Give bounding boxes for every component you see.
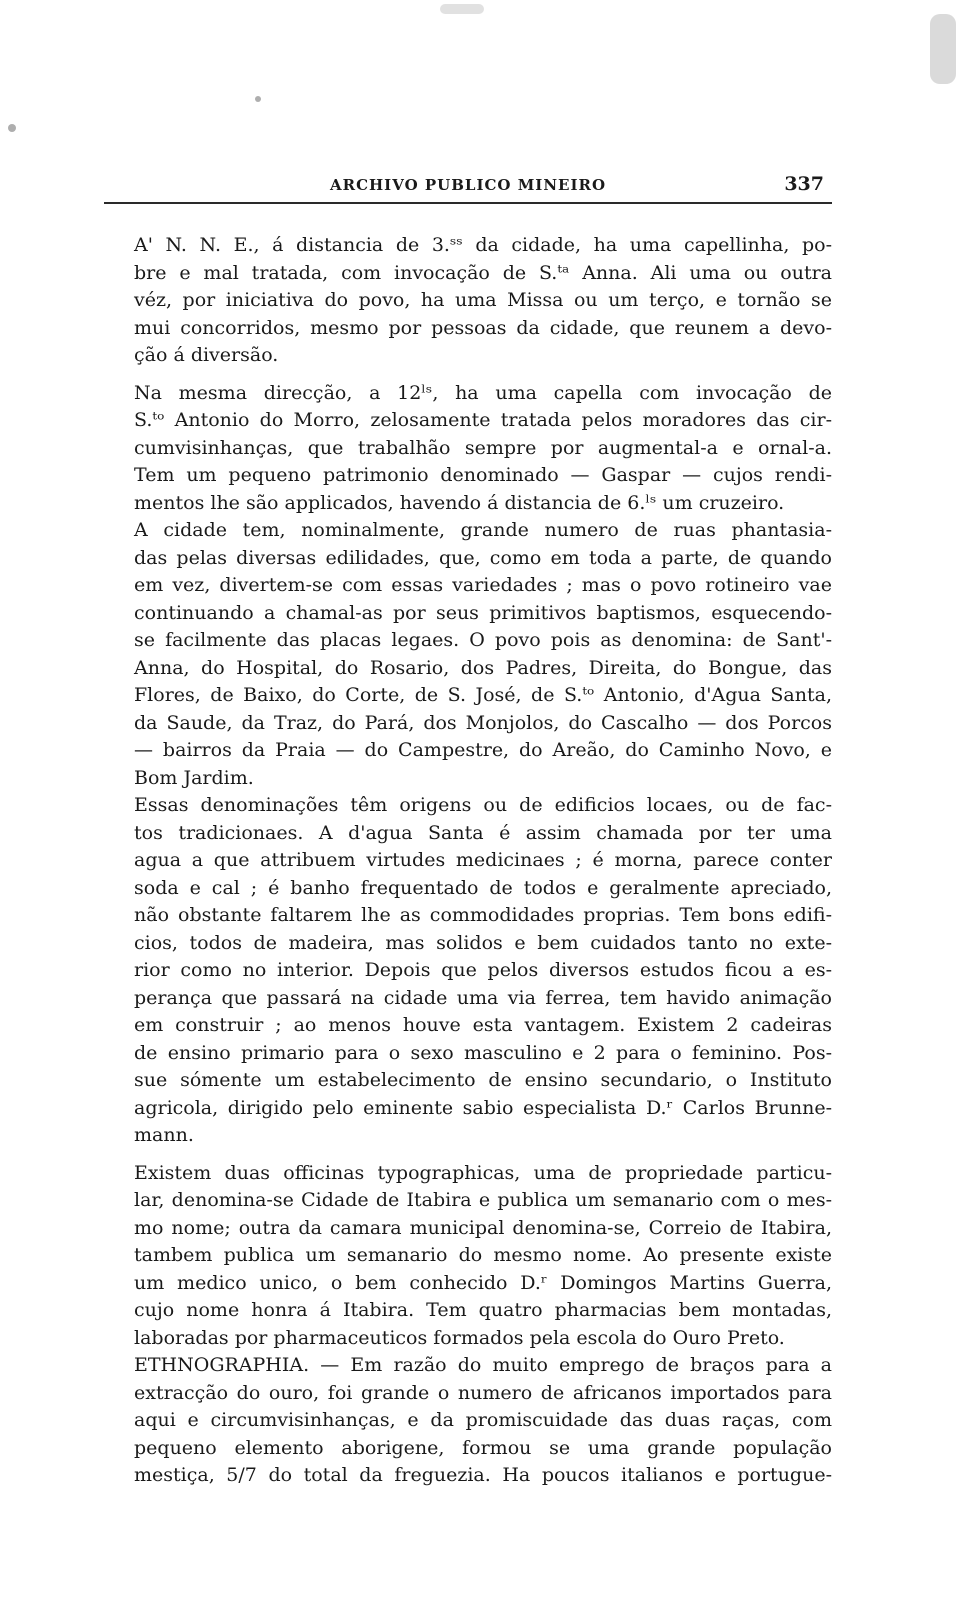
- text-line: Tem um pequeno patrimonio denominado — Gaspar — cujos rendi-: [134, 464, 832, 486]
- paragraph-ethnographia: [104, 1352, 832, 1490]
- text-line: A' N. N. E., á distancia de 3.ˢˢ da cidade, ha uma capellinha, po-: [134, 234, 832, 256]
- paragraph-denominacoes: [104, 792, 832, 1150]
- text-line: perança que passará na cidade uma via ferrea, tem havido animação: [134, 986, 832, 1009]
- running-title: ARCHIVO PUBLICO MINEIRO: [329, 176, 607, 194]
- paragraph-capella-morro: [104, 380, 832, 518]
- text-line: Flores, de Baixo, do Corte, de S. José, de S.ᵗᵒ Antonio, d'Agua Santa,: [134, 684, 832, 706]
- scan-speck: [8, 124, 16, 132]
- paragraph-ruas: [104, 517, 832, 792]
- text-line: cios, todos de madeira, mas solidos e bem cuidados tanto no exte-: [134, 931, 832, 954]
- text-line: se facilmente das placas legaes. O povo pois as denomina: de Sant'-: [134, 629, 832, 651]
- text-line: tambem publica um semanario do mesmo nome. Ao presente existe: [134, 1244, 832, 1266]
- text-line: agricola, dirigido pelo eminente sabio especialista D.ʳ Carlos Brunne-: [134, 1096, 832, 1119]
- paragraph-capellinha: [104, 232, 832, 370]
- text-line: ETHNOGRAPHIA. — Em razão do muito emprego de braços para a: [134, 1354, 832, 1376]
- page-body: [104, 232, 832, 1490]
- text-line: extracção do ouro, foi grande o numero de africanos importados para: [134, 1381, 832, 1404]
- text-line: tos tradicionaes. A d'agua Santa é assim chamada por ter uma: [134, 821, 832, 844]
- text-line: Essas denominações têm origens ou de edificios locaes, ou de fac-: [134, 794, 832, 816]
- scan-speck: [440, 4, 484, 14]
- text-line: S.ᵗᵒ Antonio do Morro, zelosamente tratada pelos moradores das cir-: [134, 409, 832, 431]
- text-line: em construir ; ao menos houve esta vantagem. Existem 2 cadeiras: [134, 1014, 832, 1036]
- text-line: das pelas diversas edilidades, que, como em toda a parte, de quando: [134, 546, 832, 569]
- text-line: rior como no interior. Depois que pelos diversos estudos ficou a es-: [134, 959, 832, 981]
- text-line: Bom Jardim.: [134, 766, 254, 789]
- scan-speck: [255, 96, 261, 102]
- text-line: véz, por iniciativa do povo, ha uma Missa ou um terço, e tornão se: [134, 289, 832, 311]
- text-line: laboradas por pharmaceuticos formados pela escola do Ouro Preto.: [134, 1326, 785, 1349]
- text-line: mestiça, 5/7 do total da freguezia. Ha poucos italianos e portugue-: [134, 1464, 832, 1486]
- text-line: aqui e circumvisinhanças, e da promiscuidade das duas raças, com: [134, 1409, 832, 1431]
- text-line: Anna, do Hospital, do Rosario, dos Padres, Direita, do Bongue, das: [134, 656, 832, 679]
- text-line: mo nome; outra da camara municipal denomina-se, Correio de Itabira,: [134, 1216, 832, 1239]
- text-line: continuando a chamal-as por seus primitivos baptismos, esquecendo-: [134, 601, 832, 624]
- text-line: em vez, divertem-se com essas variedades ; mas o povo rotineiro vae: [134, 574, 832, 596]
- text-line: bre e mal tratada, com invocação de S.ᵗᵃ Anna. Ali uma ou outra: [134, 261, 832, 284]
- paragraph-officinas: [104, 1160, 832, 1353]
- text-line: — bairros da Praia — do Campestre, do Areão, do Caminho Novo, e: [134, 739, 832, 761]
- scan-speck: [930, 14, 956, 84]
- text-line: ção á diversão.: [134, 344, 279, 366]
- text-line: pequeno elemento aborigene, formou se uma grande população: [134, 1436, 832, 1459]
- page-header: [104, 172, 832, 204]
- text-line: de ensino primario para o sexo masculino e 2 para o feminino. Pos-: [134, 1041, 832, 1064]
- text-line: um medico unico, o bem conhecido D.ʳ Domingos Martins Guerra,: [134, 1271, 832, 1294]
- text-line: Na mesma direcção, a 12ˡˢ, ha uma capella com invocação de: [134, 381, 832, 404]
- text-line: não obstante faltarem lhe as commodidades proprias. Tem bons edifi-: [134, 904, 832, 926]
- text-line: mentos lhe são applicados, havendo á distancia de 6.ˡˢ um cruzeiro.: [134, 491, 785, 514]
- text-line: mann.: [134, 1124, 194, 1146]
- text-line: agua a que attribuem virtudes medicinaes ; é morna, parece conter: [134, 849, 832, 871]
- text-line: soda e cal ; é banho frequentado de todos e geralmente apreciado,: [134, 876, 832, 899]
- paragraph-gap: [104, 370, 832, 380]
- text-line: mui concorridos, mesmo por pessoas da cidade, que reunem a devo-: [134, 316, 832, 339]
- text-line: cujo nome honra á Itabira. Tem quatro pharmacias bem montadas,: [134, 1299, 832, 1321]
- page-number: 337: [784, 173, 824, 195]
- text-line: cumvisinhanças, que trabalhão sempre por augmental-a e ornal-a.: [134, 436, 832, 459]
- text-line: sue sómente um estabelecimento de ensino secundario, o Instituto: [134, 1069, 832, 1091]
- text-line: da Saude, da Traz, do Pará, dos Monjolos, do Cascalho — dos Porcos: [134, 711, 832, 734]
- text-line: Existem duas officinas typographicas, uma de propriedade particu-: [134, 1161, 832, 1184]
- text-line: lar, denomina-se Cidade de Itabira e publica um semanario com o mes-: [134, 1189, 832, 1211]
- text-line: A cidade tem, nominalmente, grande numero de ruas phantasia-: [134, 519, 832, 541]
- paragraph-gap: [104, 1150, 832, 1160]
